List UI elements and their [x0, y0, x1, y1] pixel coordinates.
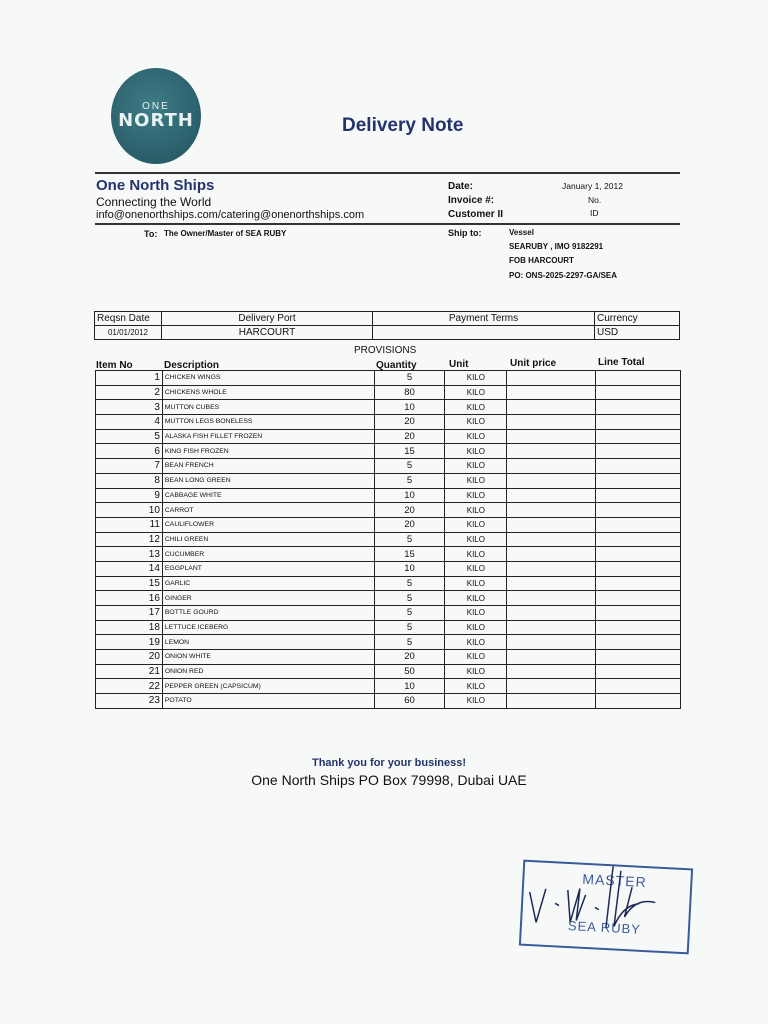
ship-to-line: PO: ONS-2025-2297-GA/SEA	[509, 271, 618, 280]
item-unit-cell: KILO	[445, 679, 507, 694]
item-no-cell: 9	[96, 488, 163, 503]
item-no-cell: 21	[96, 664, 163, 679]
item-unit-cell: KILO	[445, 694, 507, 709]
item-line-total-cell	[596, 459, 681, 474]
item-quantity-cell: 5	[374, 635, 445, 650]
item-unit-cell: KILO	[445, 591, 507, 606]
item-unit-cell: KILO	[445, 415, 507, 430]
item-line-total-cell	[596, 561, 681, 576]
item-no-cell: 2	[96, 385, 163, 400]
table-row	[96, 620, 681, 635]
table-row	[96, 561, 681, 576]
item-description-cell: BOTTLE GOURD	[162, 606, 374, 621]
item-no-cell: 17	[96, 606, 163, 621]
item-description-cell: CHICKENS WHOLE	[162, 385, 374, 400]
item-unit-cell: KILO	[445, 444, 507, 459]
company-email: info@onenorthships.com/catering@onenorthships.com	[96, 209, 365, 221]
table-row	[96, 694, 681, 709]
item-unit-cell: KILO	[445, 385, 507, 400]
item-line-total-cell	[596, 503, 681, 518]
ship-to-line: Vessel	[509, 228, 534, 237]
item-quantity-cell: 5	[374, 591, 445, 606]
item-line-total-cell	[596, 591, 681, 606]
table-row	[96, 591, 681, 606]
invoice-value: No.	[588, 195, 602, 205]
item-line-total-cell	[596, 415, 681, 430]
item-unit-price-cell	[507, 561, 596, 576]
item-description-cell: BEAN LONG GREEN	[162, 473, 374, 488]
item-line-total-cell	[596, 606, 681, 621]
item-quantity-cell: 5	[374, 620, 445, 635]
item-quantity-cell: 10	[374, 400, 445, 415]
item-description-cell: LETTUCE ICEBERG	[162, 620, 374, 635]
item-no-cell: 5	[96, 429, 163, 444]
item-description-cell: LEMON	[162, 635, 374, 650]
invoice-label: Invoice #:	[448, 195, 495, 206]
item-unit-cell: KILO	[445, 650, 507, 665]
item-quantity-cell: 5	[374, 606, 445, 621]
company-name: One North Ships	[96, 177, 215, 194]
item-line-total-cell	[596, 635, 681, 650]
item-quantity-cell: 20	[374, 650, 445, 665]
item-description-cell: EGGPLANT	[162, 561, 374, 576]
item-quantity-cell: 80	[374, 385, 445, 400]
item-unit-cell: KILO	[445, 371, 507, 386]
ship-to-label: Ship to:	[448, 228, 482, 238]
master-stamp	[519, 860, 693, 955]
item-no-cell: 10	[96, 503, 163, 518]
item-unit-cell: KILO	[445, 532, 507, 547]
customer-value: ID	[590, 208, 599, 218]
logo-main-text: NORTH	[118, 110, 194, 131]
signature-scribble	[513, 851, 677, 949]
item-line-total-cell	[596, 576, 681, 591]
item-line-total-cell	[596, 532, 681, 547]
item-unit-cell: KILO	[445, 561, 507, 576]
col-header-unit-price: Unit price	[510, 358, 557, 369]
item-unit-price-cell	[507, 371, 596, 386]
col-header-item-no: Item No	[96, 360, 133, 371]
item-unit-cell: KILO	[445, 488, 507, 503]
item-quantity-cell: 60	[374, 694, 445, 709]
item-quantity-cell: 5	[374, 473, 445, 488]
thank-you-message: Thank you for your business!	[311, 757, 467, 769]
table-row	[96, 517, 681, 532]
table-row	[96, 400, 681, 415]
ship-to-line: SEARUBY , IMO 9182291	[509, 242, 604, 251]
item-line-total-cell	[596, 650, 681, 665]
item-description-cell: CHILI GREEN	[162, 532, 374, 547]
item-line-total-cell	[596, 547, 681, 562]
item-unit-cell: KILO	[445, 635, 507, 650]
item-no-cell: 20	[96, 650, 163, 665]
item-line-total-cell	[596, 517, 681, 532]
delivery-port-header: Delivery Port	[162, 312, 373, 326]
item-unit-price-cell	[507, 664, 596, 679]
table-row	[96, 429, 681, 444]
item-quantity-cell: 15	[374, 444, 445, 459]
provisions-table	[95, 370, 681, 709]
date-label: Date:	[448, 181, 474, 192]
item-unit-cell: KILO	[445, 517, 507, 532]
item-unit-price-cell	[507, 444, 596, 459]
item-quantity-cell: 5	[374, 371, 445, 386]
item-description-cell: ONION RED	[162, 664, 374, 679]
item-quantity-cell: 20	[374, 517, 445, 532]
item-unit-price-cell	[507, 488, 596, 503]
item-unit-price-cell	[507, 503, 596, 518]
stamp-line-2: SEA RUBY	[567, 918, 642, 937]
item-line-total-cell	[596, 488, 681, 503]
item-unit-price-cell	[507, 517, 596, 532]
item-quantity-cell: 10	[374, 679, 445, 694]
item-description-cell: GINGER	[162, 591, 374, 606]
col-header-line-total: Line Total	[598, 357, 645, 368]
header-bottom-divider	[95, 223, 680, 225]
table-row	[96, 444, 681, 459]
document-title: Delivery Note	[342, 115, 464, 136]
item-unit-cell: KILO	[445, 547, 507, 562]
item-unit-price-cell	[507, 415, 596, 430]
table-row	[96, 532, 681, 547]
item-unit-cell: KILO	[445, 429, 507, 444]
item-no-cell: 3	[96, 400, 163, 415]
item-unit-cell: KILO	[445, 459, 507, 474]
item-no-cell: 8	[96, 473, 163, 488]
item-no-cell: 23	[96, 694, 163, 709]
item-unit-price-cell	[507, 576, 596, 591]
company-tagline: Connecting the World	[96, 195, 212, 209]
item-description-cell: MUTTON LEGS BONELESS	[162, 415, 374, 430]
item-unit-cell: KILO	[445, 473, 507, 488]
item-line-total-cell	[596, 473, 681, 488]
item-no-cell: 19	[96, 635, 163, 650]
item-line-total-cell	[596, 664, 681, 679]
reqsn-date-value: 01/01/2012	[95, 326, 162, 340]
item-line-total-cell	[596, 444, 681, 459]
logo-top-text: ONE	[142, 101, 170, 112]
item-quantity-cell: 5	[374, 576, 445, 591]
item-no-cell: 4	[96, 415, 163, 430]
col-header-quantity: Quantity	[376, 360, 417, 371]
item-no-cell: 7	[96, 459, 163, 474]
item-unit-price-cell	[507, 532, 596, 547]
header-top-divider	[95, 172, 680, 174]
item-unit-cell: KILO	[445, 503, 507, 518]
item-quantity-cell: 20	[374, 415, 445, 430]
item-unit-price-cell	[507, 679, 596, 694]
item-line-total-cell	[596, 385, 681, 400]
item-unit-price-cell	[507, 620, 596, 635]
item-unit-cell: KILO	[445, 576, 507, 591]
company-address: One North Ships PO Box 79998, Dubai UAE	[251, 772, 527, 788]
item-unit-price-cell	[507, 459, 596, 474]
order-info-table	[94, 311, 680, 340]
item-description-cell: CHICKEN WINGS	[162, 371, 374, 386]
item-no-cell: 22	[96, 679, 163, 694]
currency-header: Currency	[595, 312, 680, 326]
table-row	[96, 371, 681, 386]
item-description-cell: MUTTON CUBES	[162, 400, 374, 415]
item-unit-price-cell	[507, 694, 596, 709]
provisions-table-body	[96, 371, 681, 709]
table-row	[96, 547, 681, 562]
item-quantity-cell: 10	[374, 488, 445, 503]
table-row	[96, 385, 681, 400]
item-description-cell: CUCUMBER	[162, 547, 374, 562]
table-row	[96, 650, 681, 665]
item-no-cell: 16	[96, 591, 163, 606]
item-no-cell: 1	[96, 371, 163, 386]
item-unit-price-cell	[507, 429, 596, 444]
item-no-cell: 14	[96, 561, 163, 576]
section-title: PROVISIONS	[354, 345, 417, 356]
table-row	[96, 576, 681, 591]
item-unit-cell: KILO	[445, 620, 507, 635]
item-unit-price-cell	[507, 650, 596, 665]
item-description-cell: CAULIFLOWER	[162, 517, 374, 532]
item-no-cell: 13	[96, 547, 163, 562]
item-description-cell: ONION WHITE	[162, 650, 374, 665]
item-unit-cell: KILO	[445, 606, 507, 621]
item-line-total-cell	[596, 371, 681, 386]
item-unit-price-cell	[507, 635, 596, 650]
item-no-cell: 11	[96, 517, 163, 532]
table-row	[96, 635, 681, 650]
table-row	[96, 415, 681, 430]
item-quantity-cell: 5	[374, 532, 445, 547]
company-logo	[111, 68, 201, 164]
table-row	[96, 606, 681, 621]
item-quantity-cell: 15	[374, 547, 445, 562]
table-row	[96, 488, 681, 503]
ship-to-line: FOB HARCOURT	[509, 256, 574, 265]
item-description-cell: KING FISH FROZEN	[162, 444, 374, 459]
table-row	[96, 679, 681, 694]
item-description-cell: CABBAGE WHITE	[162, 488, 374, 503]
item-no-cell: 12	[96, 532, 163, 547]
date-value: January 1, 2012	[562, 181, 623, 191]
item-no-cell: 6	[96, 444, 163, 459]
item-line-total-cell	[596, 620, 681, 635]
item-quantity-cell: 10	[374, 561, 445, 576]
to-label: To:	[144, 229, 158, 239]
payment-terms-value	[373, 326, 595, 340]
item-quantity-cell: 20	[374, 429, 445, 444]
item-line-total-cell	[596, 429, 681, 444]
table-row	[96, 503, 681, 518]
stamp-line-1: MASTER	[582, 870, 648, 891]
reqsn-date-header: Reqsn Date	[95, 312, 162, 326]
table-row	[96, 664, 681, 679]
item-unit-price-cell	[507, 400, 596, 415]
currency-value: USD	[595, 326, 680, 340]
to-value: The Owner/Master of SEA RUBY	[164, 229, 287, 238]
payment-terms-header: Payment Terms	[373, 312, 595, 326]
item-quantity-cell: 50	[374, 664, 445, 679]
table-row	[96, 459, 681, 474]
table-row	[96, 473, 681, 488]
item-line-total-cell	[596, 400, 681, 415]
item-line-total-cell	[596, 679, 681, 694]
customer-label: Customer II	[448, 209, 504, 220]
item-unit-price-cell	[507, 473, 596, 488]
item-line-total-cell	[596, 694, 681, 709]
item-unit-price-cell	[507, 547, 596, 562]
item-unit-price-cell	[507, 591, 596, 606]
item-unit-price-cell	[507, 606, 596, 621]
item-unit-price-cell	[507, 385, 596, 400]
item-no-cell: 15	[96, 576, 163, 591]
item-no-cell: 18	[96, 620, 163, 635]
item-description-cell: GARLIC	[162, 576, 374, 591]
col-header-unit: Unit	[449, 359, 469, 370]
col-header-description: Description	[164, 360, 220, 371]
item-unit-cell: KILO	[445, 400, 507, 415]
item-quantity-cell: 20	[374, 503, 445, 518]
item-description-cell: ALASKA FISH FILLET FROZEN	[162, 429, 374, 444]
delivery-port-value: HARCOURT	[162, 326, 373, 340]
item-quantity-cell: 5	[374, 459, 445, 474]
item-unit-cell: KILO	[445, 664, 507, 679]
item-description-cell: POTATO	[162, 694, 374, 709]
item-description-cell: CARROT	[162, 503, 374, 518]
item-description-cell: BEAN FRENCH	[162, 459, 374, 474]
item-description-cell: PEPPER GREEN (CAPSICUM)	[162, 679, 374, 694]
